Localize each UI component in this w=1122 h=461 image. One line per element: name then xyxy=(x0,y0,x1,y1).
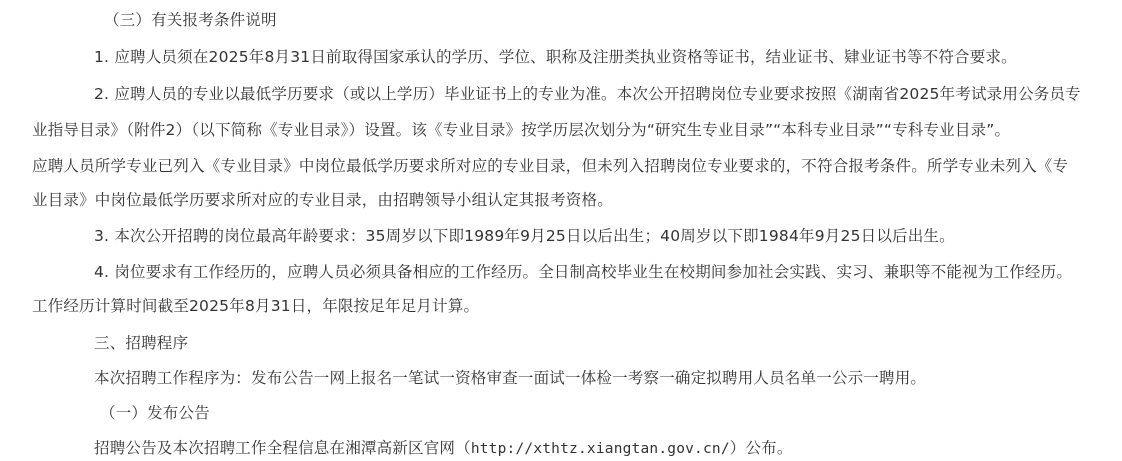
condition-item-2-line-3: 应聘人员所学专业已列入《专业目录》中岗位最低学历要求所对应的专业目录，但未列入招聘岗位专业要求的，不符合报考条件。所学专业未列入《专 xyxy=(32,157,1069,175)
publish-announcement-text xyxy=(94,436,1116,460)
publish-text-prefix: 招聘公告及本次招聘工作全程信息在湘潭高新区官网（ xyxy=(94,439,471,457)
section-heading-procedure: 三、招聘程序 xyxy=(94,334,189,352)
condition-item-4-line-2: 工作经历计算时间截至2025年8月31日，年限按足年足月计算。 xyxy=(32,297,480,315)
condition-item-1: 1. 应聘人员须在2025年8月31日前取得国家承认的学历、学位、职称及注册类执业资格等证书，结业证书、肄业证书等不符合要求。 xyxy=(94,48,1017,66)
condition-item-3: 3. 本次公开招聘的岗位最高年龄要求：35周岁以下即1989年9月25日以后出生；40周岁以下即1984年9月25日以后出生。 xyxy=(94,227,955,245)
official-site-url: http://xthtz.xiangtan.gov.cn/ xyxy=(470,441,730,457)
sub-heading-publish-announcement: （一）发布公告 xyxy=(100,404,210,422)
publish-text-suffix: ）公布。 xyxy=(729,439,793,457)
procedure-intro: 本次招聘工作程序为：发布公告一网上报名一笔试一资格审查一面试一体检一考察一确定拟聘用人员名单一公示一聘用。 xyxy=(94,369,927,387)
condition-item-2-line-4: 业目录》中岗位最低学历要求所对应的专业目录，由招聘领导小组认定其报考资格。 xyxy=(32,191,613,209)
condition-item-4-line-1: 4. 岗位要求有工作经历的，应聘人员必须具备相应的工作经历。全日制高校毕业生在校期间参加社会实践、实习、兼职等不能视为工作经历。 xyxy=(94,263,1073,281)
condition-item-2-line-1: 2. 应聘人员的专业以最低学历要求（或以上学历）毕业证书上的专业为准。本次公开招聘岗位专业要求按照《湖南省2025年考试录用公务员专 xyxy=(94,85,1081,103)
section-heading-exam-conditions: （三）有关报考条件说明 xyxy=(104,11,277,29)
condition-item-2-line-2: 业指导目录》（附件2）（以下简称《专业目录》）设置。该《专业目录》按学历层次划分为“研究生专业目录”“本科专业目录”“专科专业目录”。 xyxy=(32,121,1011,139)
